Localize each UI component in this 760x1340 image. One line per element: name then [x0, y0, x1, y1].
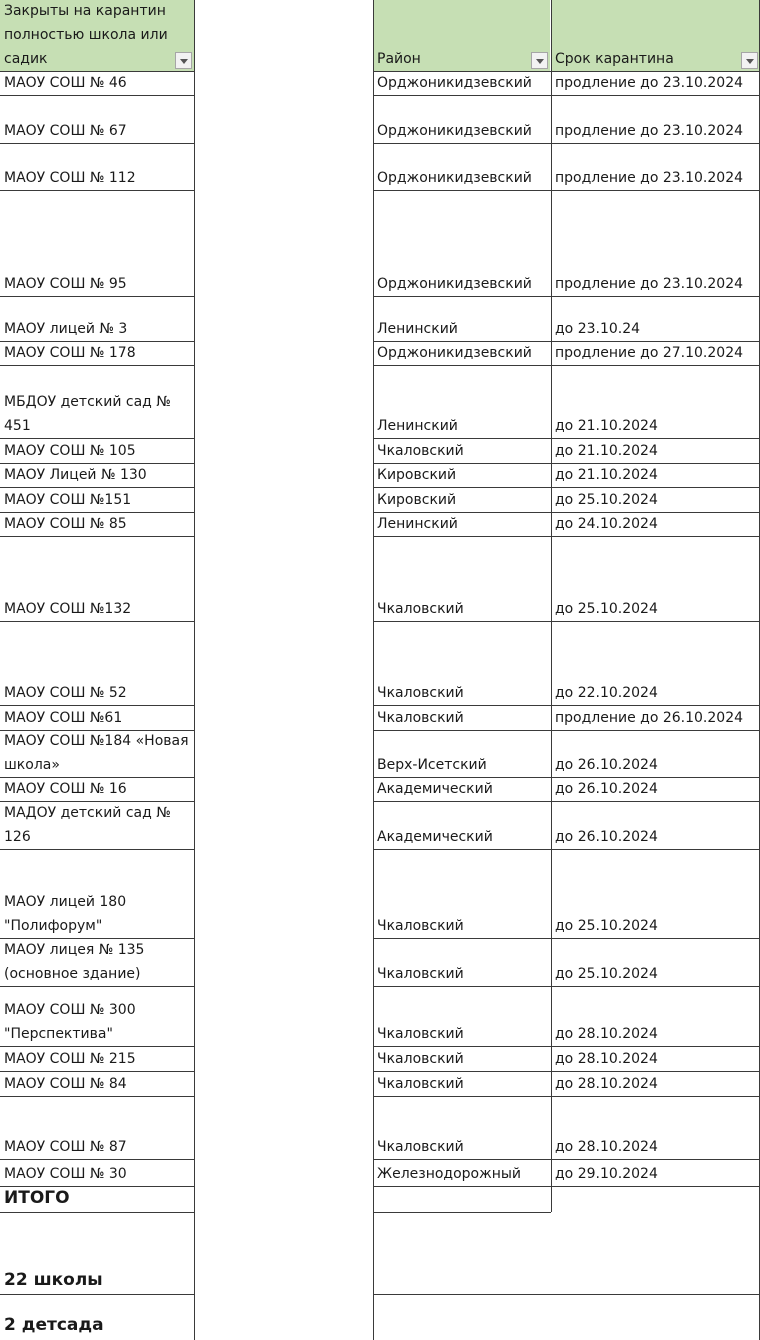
- cell-district[interactable]: Орджоникидзевский: [377, 345, 532, 361]
- cell-school[interactable]: МАОУ лицей 180 "Полифорум": [4, 894, 127, 934]
- cell-term[interactable]: до 28.10.2024: [555, 1076, 658, 1092]
- cell-term[interactable]: до 24.10.2024: [555, 516, 658, 532]
- cell-term[interactable]: до 21.10.2024: [555, 467, 658, 483]
- cell-term[interactable]: до 26.10.2024: [555, 781, 658, 797]
- cell-district[interactable]: Чкаловский: [377, 918, 464, 934]
- cell-term[interactable]: до 28.10.2024: [555, 1139, 658, 1155]
- cell-district[interactable]: Академический: [377, 829, 493, 845]
- cell-district[interactable]: Чкаловский: [377, 1076, 464, 1092]
- cell-term[interactable]: до 25.10.2024: [555, 918, 658, 934]
- cell-term[interactable]: до 21.10.2024: [555, 443, 658, 459]
- filter-dropdown-icon[interactable]: [531, 52, 548, 69]
- cell-school[interactable]: МАОУ СОШ № 300 "Перспектива": [4, 1002, 136, 1042]
- cell-term[interactable]: до 23.10.24: [555, 321, 641, 337]
- cell-district[interactable]: Академический: [377, 781, 493, 797]
- cell-school[interactable]: МАОУ СОШ № 95: [4, 276, 127, 292]
- cell-school[interactable]: МАОУ СОШ № 105: [4, 443, 136, 459]
- cell-school[interactable]: МАОУ лицей № 3: [4, 321, 128, 337]
- cell-term[interactable]: до 21.10.2024: [555, 418, 658, 434]
- cell-school[interactable]: МАОУ СОШ № 52: [4, 685, 127, 701]
- cell-term[interactable]: до 25.10.2024: [555, 492, 658, 508]
- cell-district[interactable]: Кировский: [377, 492, 457, 508]
- total-schools: 22 школы: [4, 1270, 103, 1290]
- cell-district[interactable]: Орджоникидзевский: [377, 170, 532, 186]
- cell-term[interactable]: продление до 23.10.2024: [555, 170, 744, 186]
- cell-district[interactable]: Ленинский: [377, 418, 458, 434]
- cell-term[interactable]: до 28.10.2024: [555, 1051, 658, 1067]
- cell-school[interactable]: МАОУ СОШ № 84: [4, 1076, 127, 1092]
- cell-term[interactable]: до 26.10.2024: [555, 757, 658, 773]
- filter-dropdown-icon[interactable]: [175, 52, 192, 69]
- cell-term[interactable]: продление до 23.10.2024: [555, 276, 744, 292]
- cell-district[interactable]: Железнодорожный: [377, 1166, 522, 1182]
- cell-school[interactable]: МАОУ СОШ №61: [4, 710, 123, 726]
- cell-district[interactable]: Орджоникидзевский: [377, 276, 532, 292]
- cell-school[interactable]: МАОУ Лицей № 130: [4, 467, 147, 483]
- cell-district[interactable]: Чкаловский: [377, 443, 464, 459]
- cell-school[interactable]: МАОУ СОШ № 85: [4, 516, 127, 532]
- cell-district[interactable]: Орджоникидзевский: [377, 75, 532, 91]
- cell-term[interactable]: продление до 23.10.2024: [555, 123, 744, 139]
- cell-term[interactable]: до 29.10.2024: [555, 1166, 658, 1182]
- cell-term[interactable]: до 25.10.2024: [555, 601, 658, 617]
- cell-school[interactable]: МАОУ СОШ №184 «Новая школа»: [4, 733, 189, 773]
- cell-school[interactable]: МАОУ СОШ № 30: [4, 1166, 127, 1182]
- cell-term[interactable]: до 22.10.2024: [555, 685, 658, 701]
- header-term-label: Срок карантина: [555, 51, 674, 67]
- cell-school[interactable]: МАОУ лицея № 135 (основное здание): [4, 942, 145, 982]
- cell-term[interactable]: продление до 23.10.2024: [555, 75, 744, 91]
- cell-district[interactable]: Чкаловский: [377, 601, 464, 617]
- cell-district[interactable]: Верх-Исетский: [377, 757, 487, 773]
- cell-school[interactable]: МАОУ СОШ № 16: [4, 781, 127, 797]
- header-term: [551, 0, 760, 71]
- cell-school[interactable]: МАОУ СОШ № 112: [4, 170, 136, 186]
- cell-school[interactable]: МАОУ СОШ № 67: [4, 123, 127, 139]
- filter-dropdown-icon[interactable]: [741, 52, 758, 69]
- cell-term[interactable]: до 26.10.2024: [555, 829, 658, 845]
- cell-district[interactable]: Чкаловский: [377, 1051, 464, 1067]
- cell-school[interactable]: МБДОУ детский сад № 451: [4, 394, 171, 434]
- cell-school[interactable]: МАОУ СОШ №151: [4, 492, 132, 508]
- cell-district[interactable]: Ленинский: [377, 516, 458, 532]
- cell-school[interactable]: МАОУ СОШ № 87: [4, 1139, 127, 1155]
- cell-school[interactable]: МАОУ СОШ №132: [4, 601, 132, 617]
- header-district: [373, 0, 550, 71]
- cell-term[interactable]: продление до 26.10.2024: [555, 710, 744, 726]
- cell-school[interactable]: МАОУ СОШ № 215: [4, 1051, 136, 1067]
- cell-term[interactable]: продление до 27.10.2024: [555, 345, 744, 361]
- cell-term[interactable]: до 25.10.2024: [555, 966, 658, 982]
- total-kindergartens: 2 детсада: [4, 1315, 104, 1335]
- total-label: ИТОГО: [4, 1188, 70, 1208]
- cell-district[interactable]: Чкаловский: [377, 710, 464, 726]
- cell-district[interactable]: Чкаловский: [377, 1139, 464, 1155]
- header-school: [0, 0, 194, 71]
- cell-school[interactable]: МАОУ СОШ № 46: [4, 75, 127, 91]
- cell-district[interactable]: Кировский: [377, 467, 457, 483]
- cell-district[interactable]: Чкаловский: [377, 1026, 464, 1042]
- header-district-label: Район: [377, 51, 421, 67]
- cell-school[interactable]: МАОУ СОШ № 178: [4, 345, 136, 361]
- header-school-label: Закрыты на карантин полностью школа или садик: [4, 3, 168, 67]
- cell-district[interactable]: Ленинский: [377, 321, 458, 337]
- cell-district[interactable]: Чкаловский: [377, 966, 464, 982]
- cell-school[interactable]: МАДОУ детский сад № 126: [4, 805, 171, 845]
- cell-district[interactable]: Орджоникидзевский: [377, 123, 532, 139]
- cell-term[interactable]: до 28.10.2024: [555, 1026, 658, 1042]
- cell-district[interactable]: Чкаловский: [377, 685, 464, 701]
